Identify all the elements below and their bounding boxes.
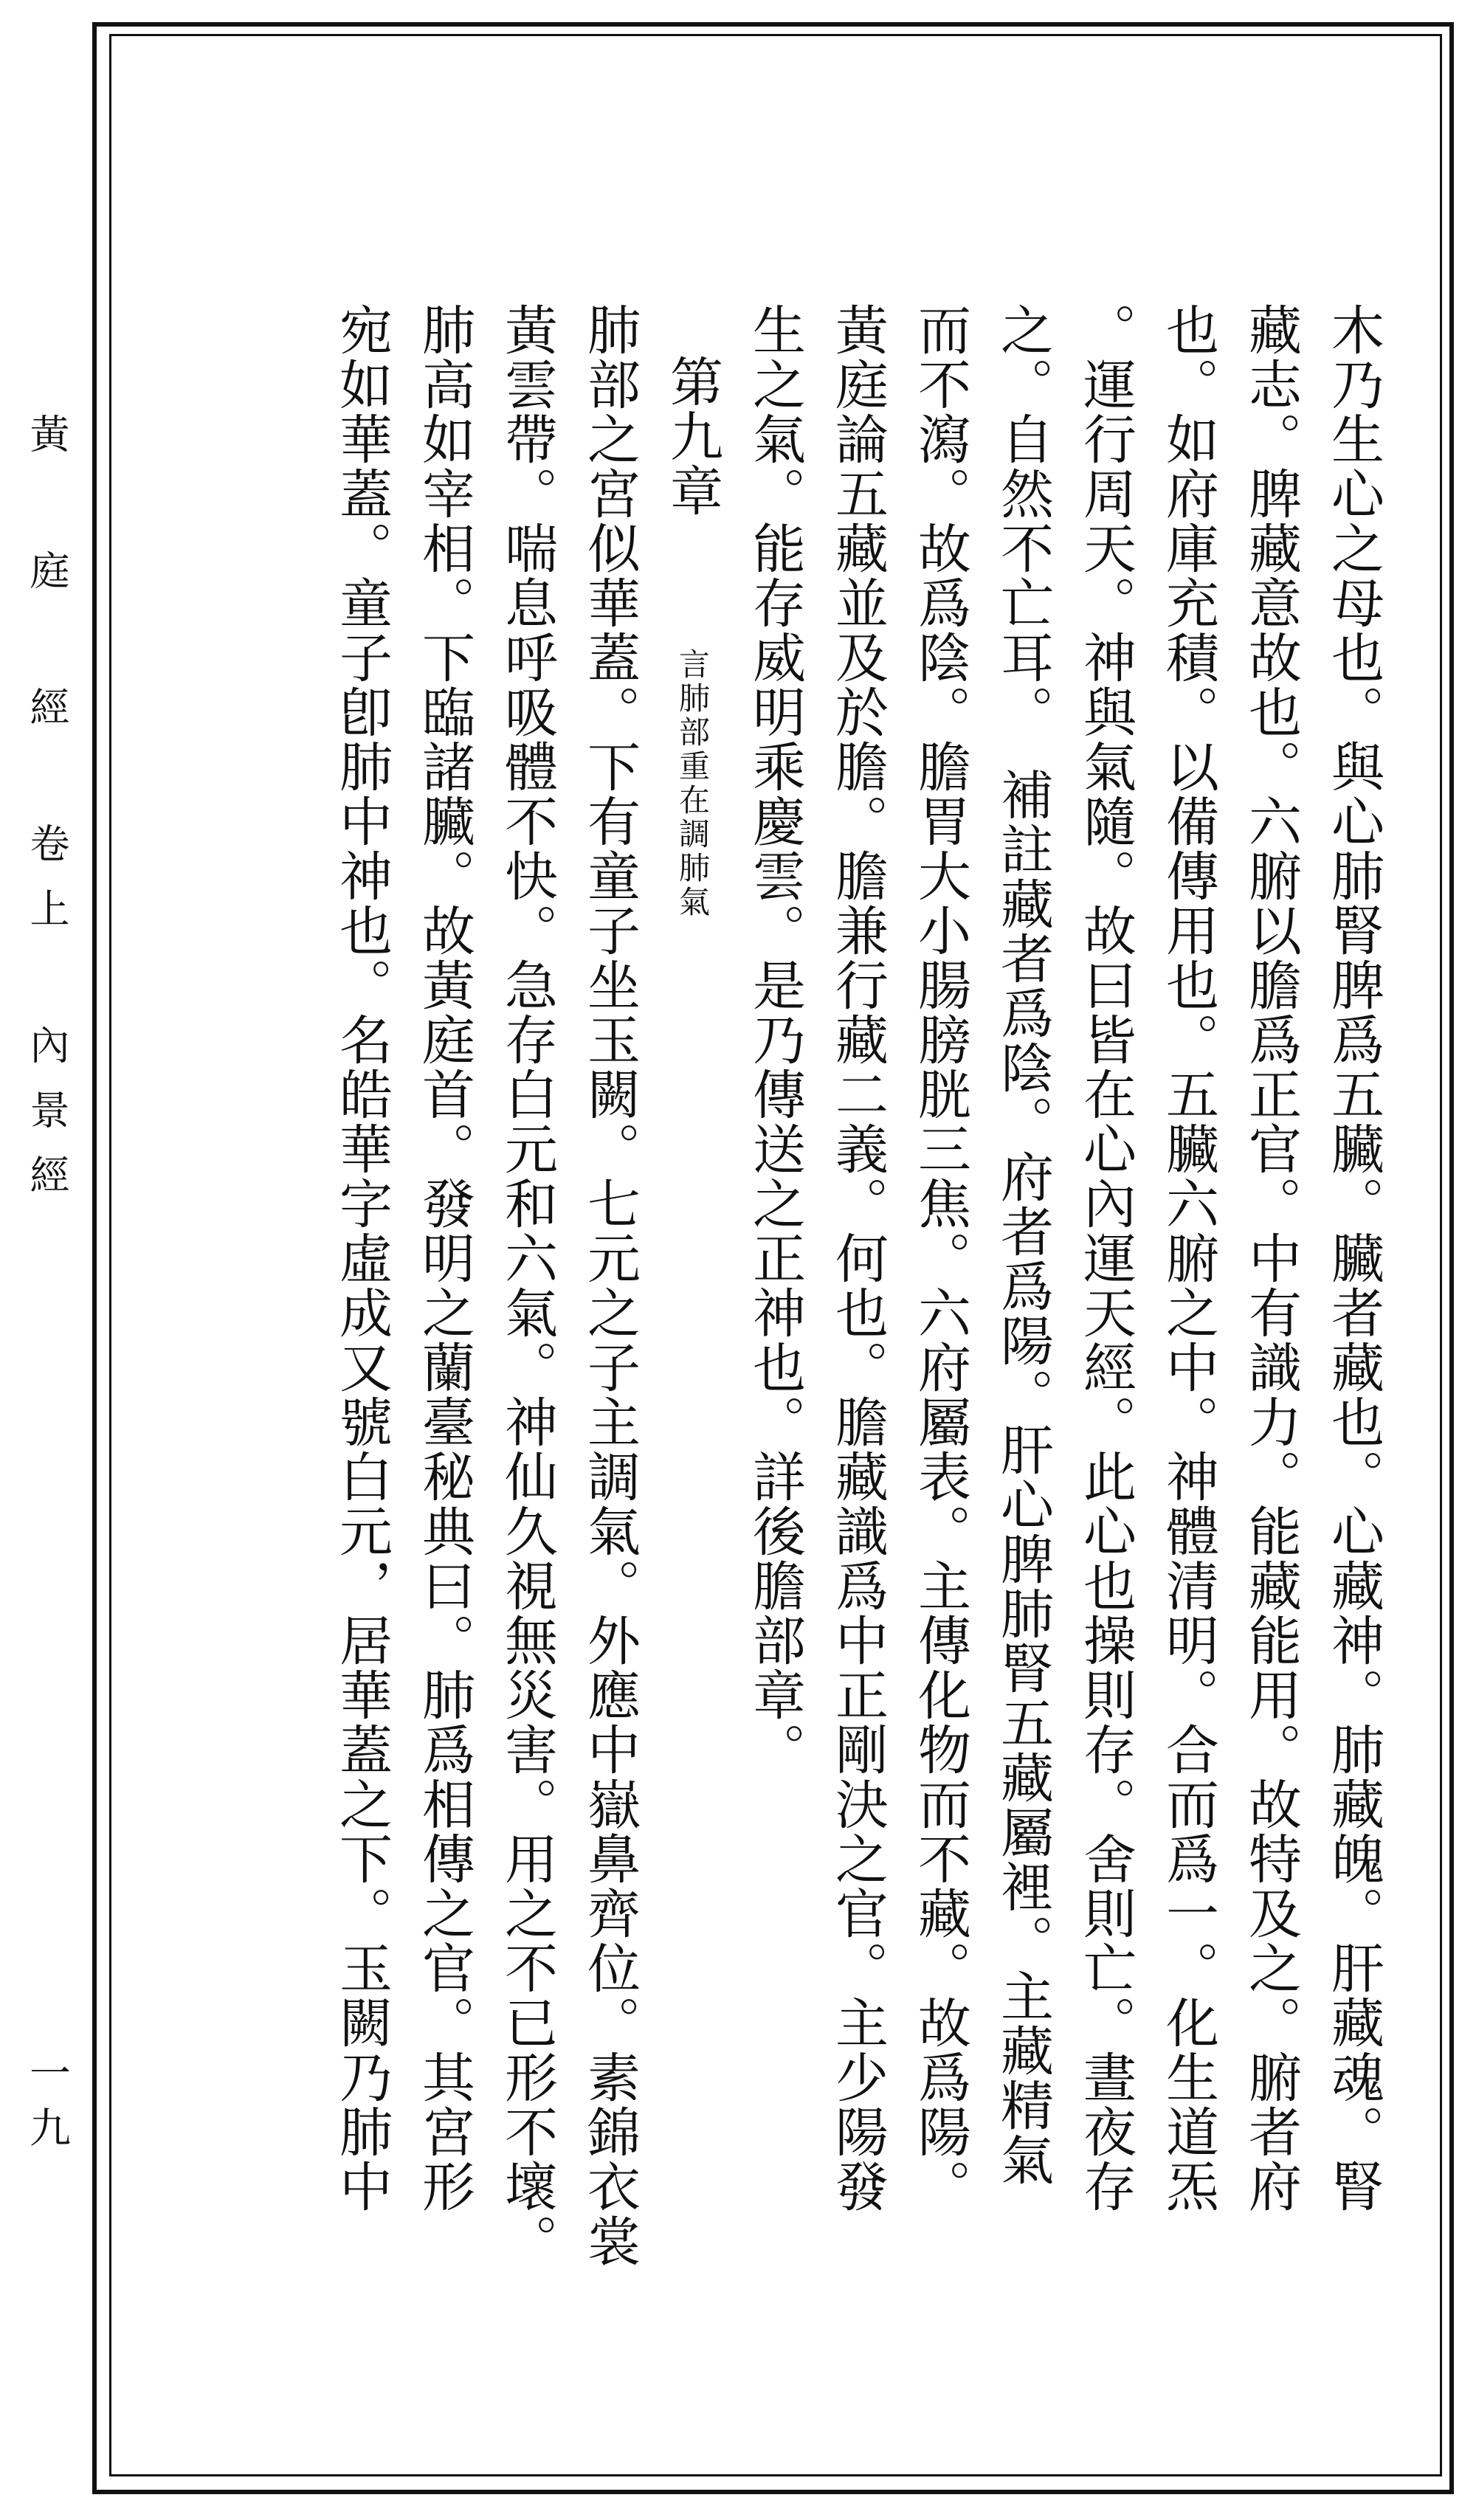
main-text: [320, 303, 1395, 2443]
text-line: 肺部之宮似華蓋。下有童子坐玉闕。七元之子主調氣。外應中嶽鼻齊位。素錦衣裳: [579, 303, 641, 2268]
text-line: 也。如府庫充積。以備傳用也。五臟六腑之中。神體清明。合而爲一。化生道炁: [1157, 303, 1219, 2214]
text-line: 之。自然不亡耳。 補註藏者爲陰。府者爲陽。肝心脾肺腎五藏屬裡。主藏精氣: [992, 303, 1054, 2187]
text-line: 木乃生心之母也。與心肺腎脾爲五臟。臟者藏也。心藏神。肺藏魄。肝藏魂。腎: [1322, 303, 1384, 2214]
text-line: 宛如華蓋。童子卽肺中神也。名皓華字虛成又號白元，居華蓋之下。玉闕乃肺中: [331, 303, 393, 2214]
text-line: 生之氣。能存威明乘慶雲。是乃傳送之正神也。詳後膽部章。: [744, 303, 806, 1777]
text-line: 而不瀉。故爲陰。膽胃大小腸膀胱三焦。六府屬表。主傳化物而不藏。故爲陽。: [909, 303, 971, 2214]
text-line: 。運行周天。神與氣隨。故曰皆在心內運天經。此心也操則存。舍則亡。晝夜存: [1075, 303, 1137, 2214]
text-line: 藏志。脾藏意故也。六腑以膽爲正官。中有識力。能藏能用。故特及之。腑者府: [1240, 303, 1302, 2214]
text-line: 黃雲帶。喘息呼吸體不快。急存白元和六氣。神仙久視無災害。用之不已形不壞。: [496, 303, 558, 2268]
page-number: 一九: [23, 2051, 71, 2161]
chapter-heading: [651, 303, 734, 2443]
running-title: 黃 庭 經 卷上 內景經: [24, 413, 70, 1219]
text-line: 肺高如宰相。下臨諸臟。故黃庭首。發明之蘭臺秘典曰。肺爲相傳之官。其宮形: [413, 303, 475, 2214]
chapter-note: 言肺部重在調肺氣: [675, 648, 711, 919]
text-line: 黃庭論五藏並及於膽。膽兼行藏二義。何也。膽藏識爲中正剛決之官。主少陽發: [827, 303, 889, 2214]
chapter-title: 第九章: [661, 354, 723, 518]
